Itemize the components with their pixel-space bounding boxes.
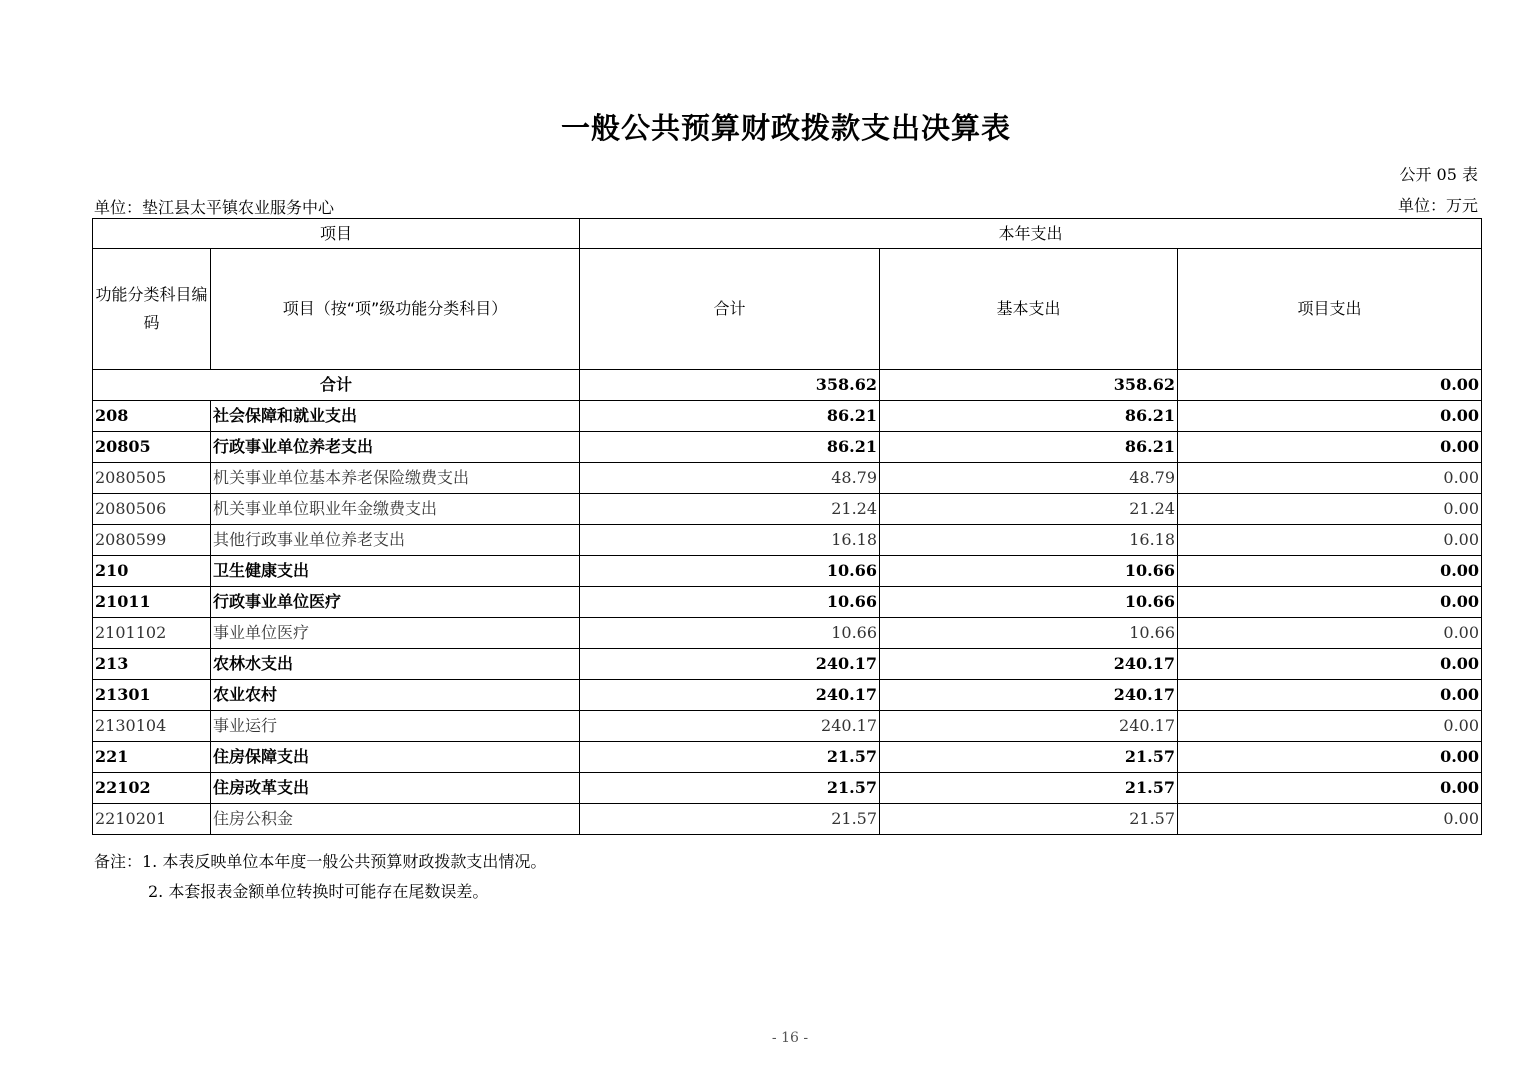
row-basic: 21.57 xyxy=(880,773,1178,804)
table-row xyxy=(93,587,1482,618)
table-row xyxy=(93,432,1482,463)
organization-unit: 单位：垫江县太平镇农业服务中心 xyxy=(94,198,335,217)
header-row-group xyxy=(93,219,1482,249)
total-label: 合计 xyxy=(93,370,580,401)
row-code: 21011 xyxy=(93,587,211,618)
row-basic: 240.17 xyxy=(880,711,1178,742)
form-number: 公开 05 表 xyxy=(1399,165,1478,184)
row-total: 21.57 xyxy=(580,742,880,773)
row-code: 2101102 xyxy=(93,618,211,649)
table-row xyxy=(93,711,1482,742)
row-project: 0.00 xyxy=(1178,649,1482,680)
row-project: 0.00 xyxy=(1178,432,1482,463)
header-expense-group: 本年支出 xyxy=(580,219,1482,249)
row-name: 机关事业单位职业年金缴费支出 xyxy=(211,494,580,525)
row-total: 86.21 xyxy=(580,401,880,432)
row-code: 22102 xyxy=(93,773,211,804)
row-total: 10.66 xyxy=(580,587,880,618)
row-code: 208 xyxy=(93,401,211,432)
expenditure-table xyxy=(92,218,1482,835)
row-basic: 21.57 xyxy=(880,742,1178,773)
row-basic: 16.18 xyxy=(880,525,1178,556)
table-row xyxy=(93,742,1482,773)
row-name: 行政事业单位养老支出 xyxy=(211,432,580,463)
note-2: 2. 本套报表金额单位转换时可能存在尾数误差。 xyxy=(148,882,489,901)
row-code: 2080599 xyxy=(93,525,211,556)
row-basic: 48.79 xyxy=(880,463,1178,494)
header-code: 功能分类科目编码 xyxy=(93,249,211,370)
row-code: 2080505 xyxy=(93,463,211,494)
table-row xyxy=(93,618,1482,649)
header-project: 项目支出 xyxy=(1178,249,1482,370)
row-project: 0.00 xyxy=(1178,773,1482,804)
header-row-columns xyxy=(93,249,1482,370)
row-basic: 10.66 xyxy=(880,556,1178,587)
row-project: 0.00 xyxy=(1178,742,1482,773)
row-basic: 10.66 xyxy=(880,587,1178,618)
row-code: 213 xyxy=(93,649,211,680)
total-basic: 358.62 xyxy=(880,370,1178,401)
row-name: 社会保障和就业支出 xyxy=(211,401,580,432)
row-basic: 240.17 xyxy=(880,649,1178,680)
row-total: 86.21 xyxy=(580,432,880,463)
row-project: 0.00 xyxy=(1178,494,1482,525)
row-name: 住房公积金 xyxy=(211,804,580,835)
row-basic: 240.17 xyxy=(880,680,1178,711)
header-total: 合计 xyxy=(580,249,880,370)
total-sum: 358.62 xyxy=(580,370,880,401)
row-name: 住房改革支出 xyxy=(211,773,580,804)
row-basic: 86.21 xyxy=(880,401,1178,432)
row-total: 16.18 xyxy=(580,525,880,556)
table-row xyxy=(93,463,1482,494)
row-name: 卫生健康支出 xyxy=(211,556,580,587)
row-project: 0.00 xyxy=(1178,618,1482,649)
row-total: 240.17 xyxy=(580,649,880,680)
table-row xyxy=(93,525,1482,556)
page-title: 一般公共预算财政拨款支出决算表 xyxy=(560,111,1011,145)
row-name: 农林水支出 xyxy=(211,649,580,680)
row-basic: 10.66 xyxy=(880,618,1178,649)
row-name: 住房保障支出 xyxy=(211,742,580,773)
row-code: 2080506 xyxy=(93,494,211,525)
row-total: 10.66 xyxy=(580,556,880,587)
row-total: 240.17 xyxy=(580,711,880,742)
row-project: 0.00 xyxy=(1178,680,1482,711)
table-row xyxy=(93,401,1482,432)
row-project: 0.00 xyxy=(1178,463,1482,494)
row-basic: 21.24 xyxy=(880,494,1178,525)
row-total: 48.79 xyxy=(580,463,880,494)
row-code: 2210201 xyxy=(93,804,211,835)
row-basic: 21.57 xyxy=(880,804,1178,835)
table-row xyxy=(93,680,1482,711)
table-row xyxy=(93,804,1482,835)
row-name: 事业单位医疗 xyxy=(211,618,580,649)
row-total: 21.24 xyxy=(580,494,880,525)
row-total: 240.17 xyxy=(580,680,880,711)
row-code: 21301 xyxy=(93,680,211,711)
row-project: 0.00 xyxy=(1178,556,1482,587)
row-project: 0.00 xyxy=(1178,711,1482,742)
row-basic: 86.21 xyxy=(880,432,1178,463)
row-name: 行政事业单位医疗 xyxy=(211,587,580,618)
row-name: 机关事业单位基本养老保险缴费支出 xyxy=(211,463,580,494)
note-1: 备注：1. 本表反映单位本年度一般公共预算财政拨款支出情况。 xyxy=(94,852,547,871)
table-row xyxy=(93,649,1482,680)
total-row xyxy=(93,370,1482,401)
row-project: 0.00 xyxy=(1178,401,1482,432)
row-project: 0.00 xyxy=(1178,587,1482,618)
row-project: 0.00 xyxy=(1178,525,1482,556)
table-row xyxy=(93,556,1482,587)
table-row xyxy=(93,494,1482,525)
row-project: 0.00 xyxy=(1178,804,1482,835)
row-code: 2130104 xyxy=(93,711,211,742)
currency-unit: 单位：万元 xyxy=(1397,196,1478,215)
row-total: 10.66 xyxy=(580,618,880,649)
row-total: 21.57 xyxy=(580,773,880,804)
header-project-group: 项目 xyxy=(93,219,580,249)
row-total: 21.57 xyxy=(580,804,880,835)
page-number: - 16 - xyxy=(771,1030,809,1046)
total-project: 0.00 xyxy=(1178,370,1482,401)
row-name: 事业运行 xyxy=(211,711,580,742)
row-name: 农业农村 xyxy=(211,680,580,711)
header-name: 项目（按“项”级功能分类科目） xyxy=(211,249,580,370)
row-name: 其他行政事业单位养老支出 xyxy=(211,525,580,556)
header-basic: 基本支出 xyxy=(880,249,1178,370)
row-code: 20805 xyxy=(93,432,211,463)
row-code: 221 xyxy=(93,742,211,773)
table-row xyxy=(93,773,1482,804)
row-code: 210 xyxy=(93,556,211,587)
